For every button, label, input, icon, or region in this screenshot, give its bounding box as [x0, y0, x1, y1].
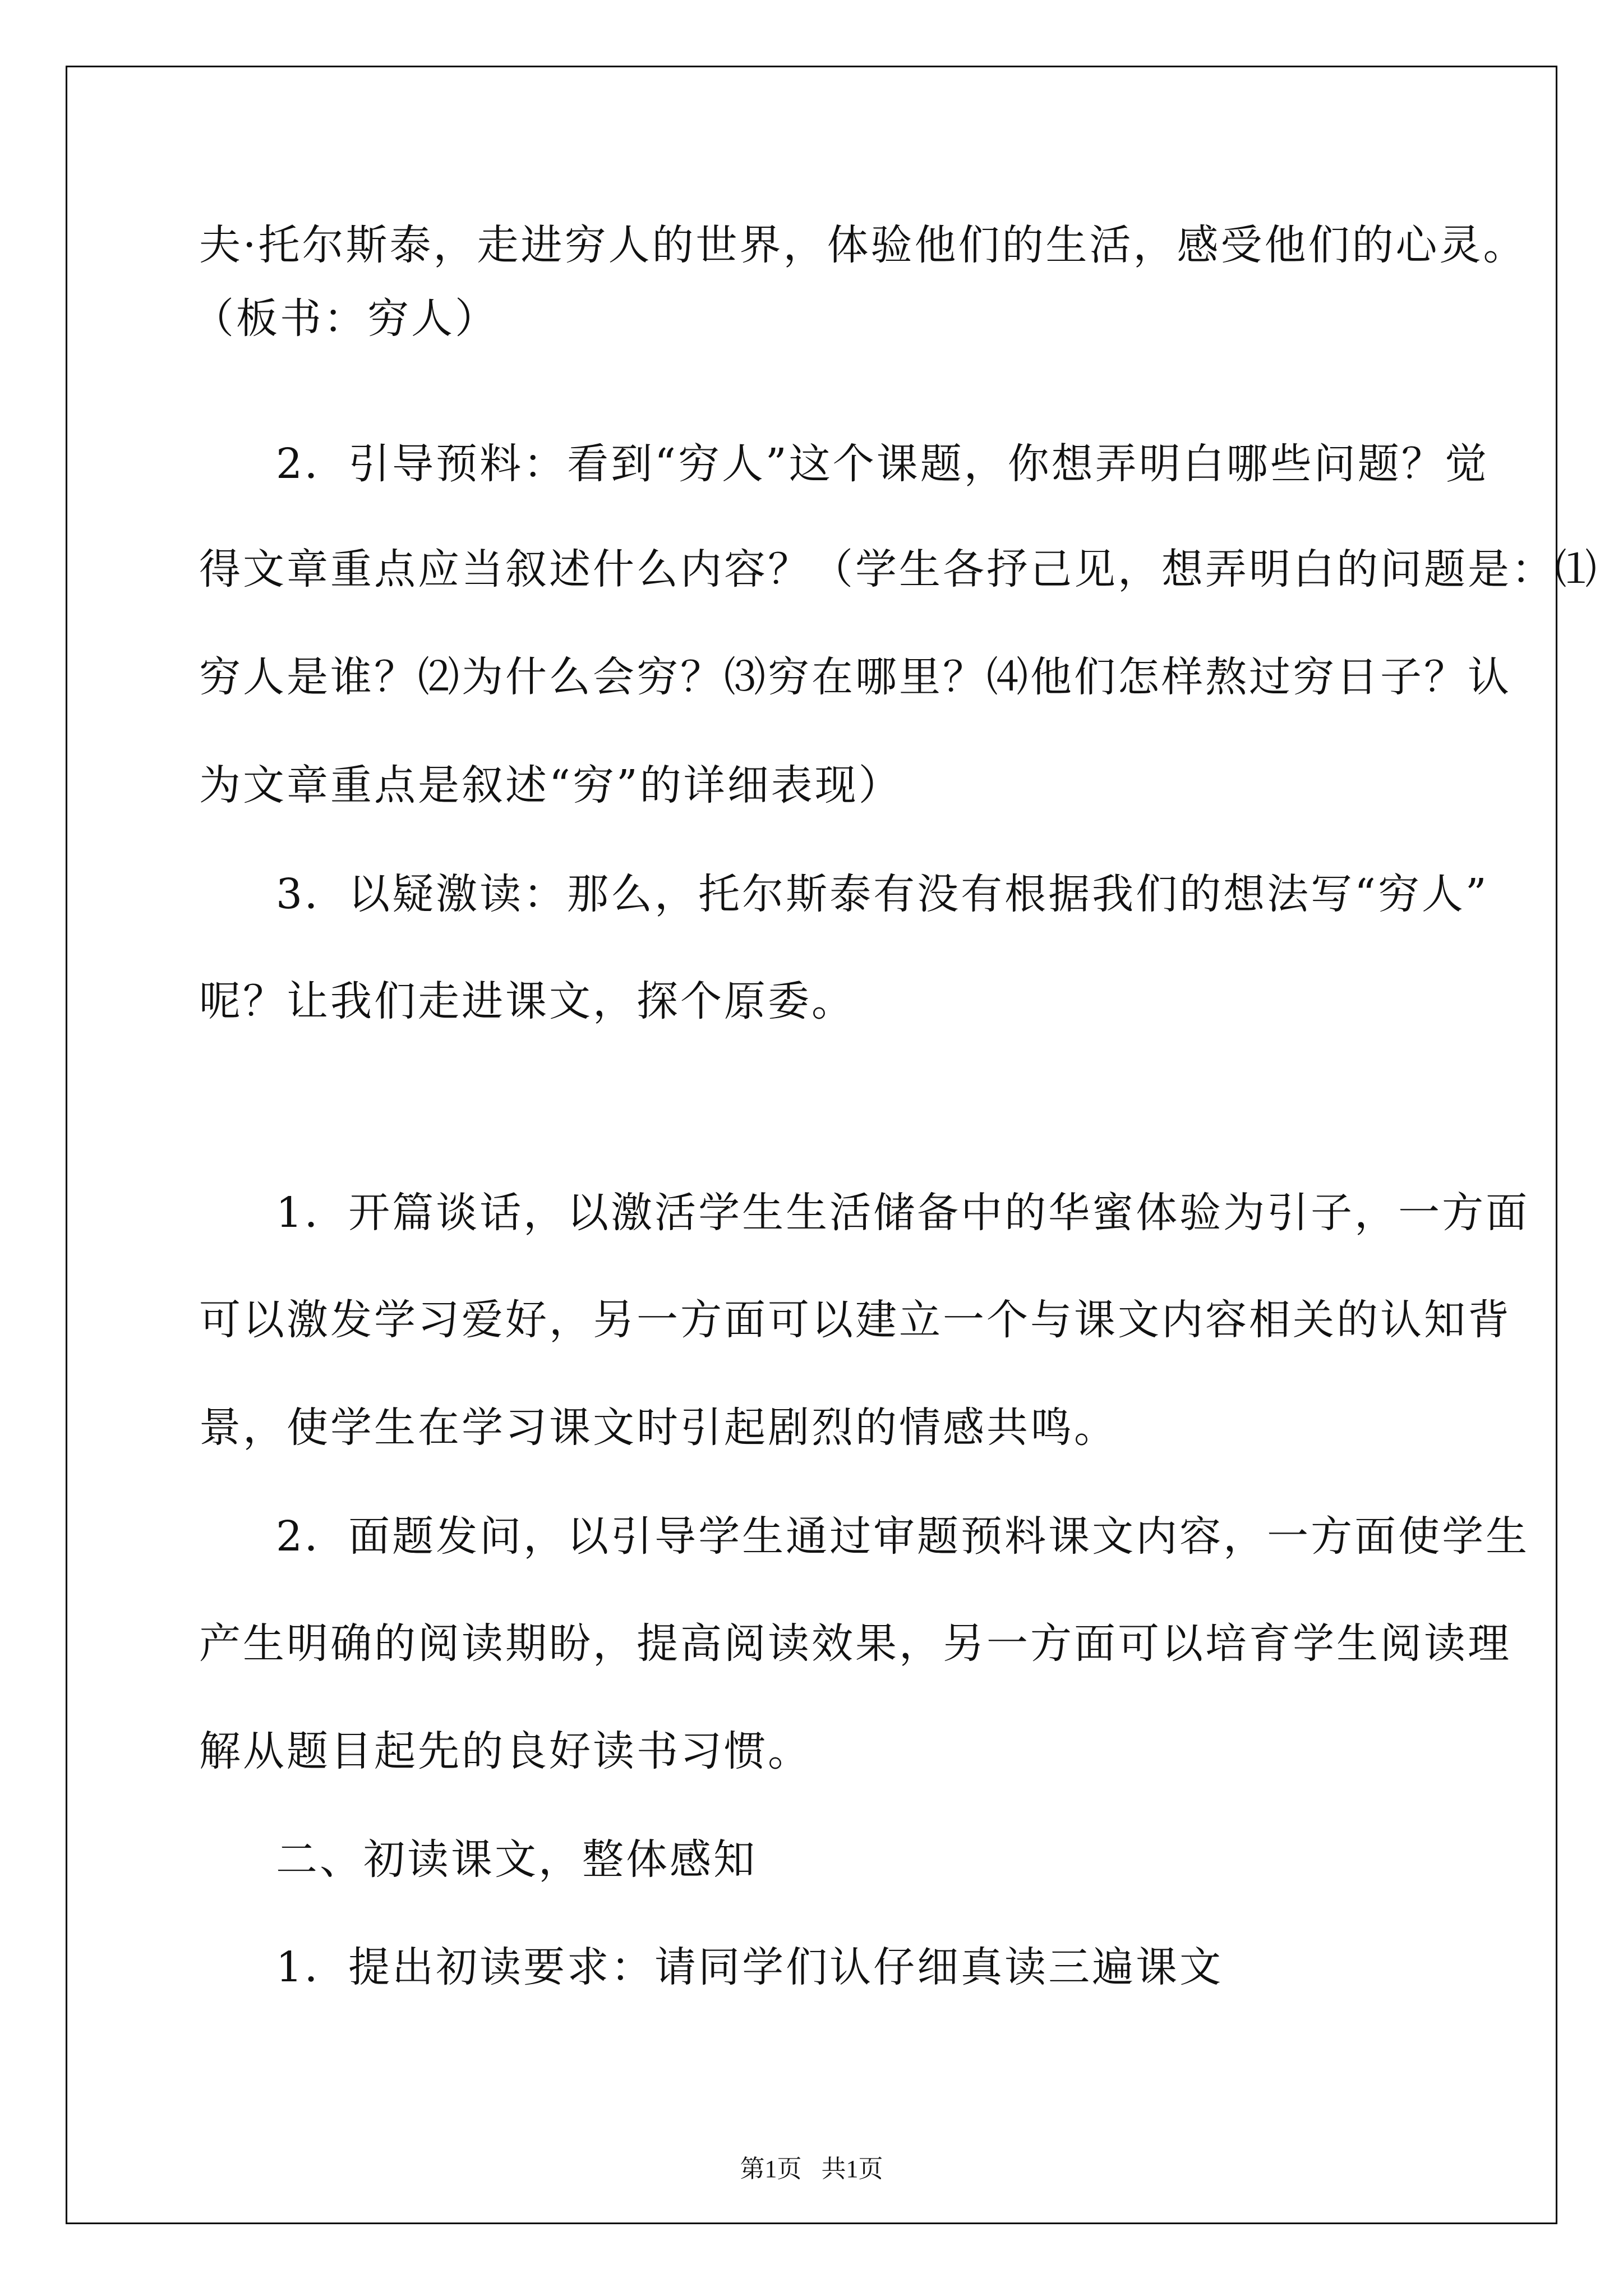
- text-line: 夫·托尔斯泰，走进穷人的世界，体验他们的生活，感受他们的心灵。: [199, 221, 1527, 269]
- text-line: 景，使学生在学习课文时引起剧烈的情感共鸣。: [199, 1404, 1118, 1452]
- text-line: 呢？让我们走进课文，探个原委。: [199, 977, 855, 1025]
- section-heading: 二、初读课文，整体感知: [276, 1835, 757, 1884]
- text-line: 1．开篇谈话，以激活学生生活储备中的华蜜体验为引子，一方面: [276, 1189, 1530, 1237]
- text-line: 产生明确的阅读期盼，提高阅读效果，另一方面可以培育学生阅读理: [199, 1619, 1511, 1668]
- text-line: 2．面题发问，以引导学生通过审题预料课文内容，一方面使学生: [276, 1512, 1530, 1561]
- text-line: 解从题目起先的良好读书习惯。: [199, 1727, 811, 1775]
- page-footer: [0, 2148, 1623, 2184]
- text-line: 为文章重点是叙述“穷”的详细表现）: [199, 761, 902, 809]
- page-number: 第1页: [740, 2155, 802, 2183]
- text-line: 得文章重点应当叙述什么内容？（学生各抒己见，想弄明白的问题是：⑴: [199, 545, 1599, 593]
- text-line: 1．提出初读要求：请同学们认仔细真读三遍课文: [276, 1943, 1224, 1991]
- text-line: 穷人是谁？⑵为什么会穷？⑶穷在哪里？⑷他们怎样熬过穷日子？认: [199, 653, 1511, 701]
- page-border: [66, 66, 1557, 2224]
- text-line: 可以激发学习爱好，另一方面可以建立一个与课文内容相关的认知背: [199, 1296, 1511, 1344]
- text-line: （板书：穷人）: [192, 295, 499, 343]
- text-line: 3．以疑激读：那么，托尔斯泰有没有根据我们的想法写“穷人”: [276, 870, 1489, 918]
- page-total: 共1页: [821, 2155, 883, 2183]
- text-line: 2．引导预料：看到“穷人”这个课题，你想弄明白哪些问题？觉: [276, 440, 1489, 488]
